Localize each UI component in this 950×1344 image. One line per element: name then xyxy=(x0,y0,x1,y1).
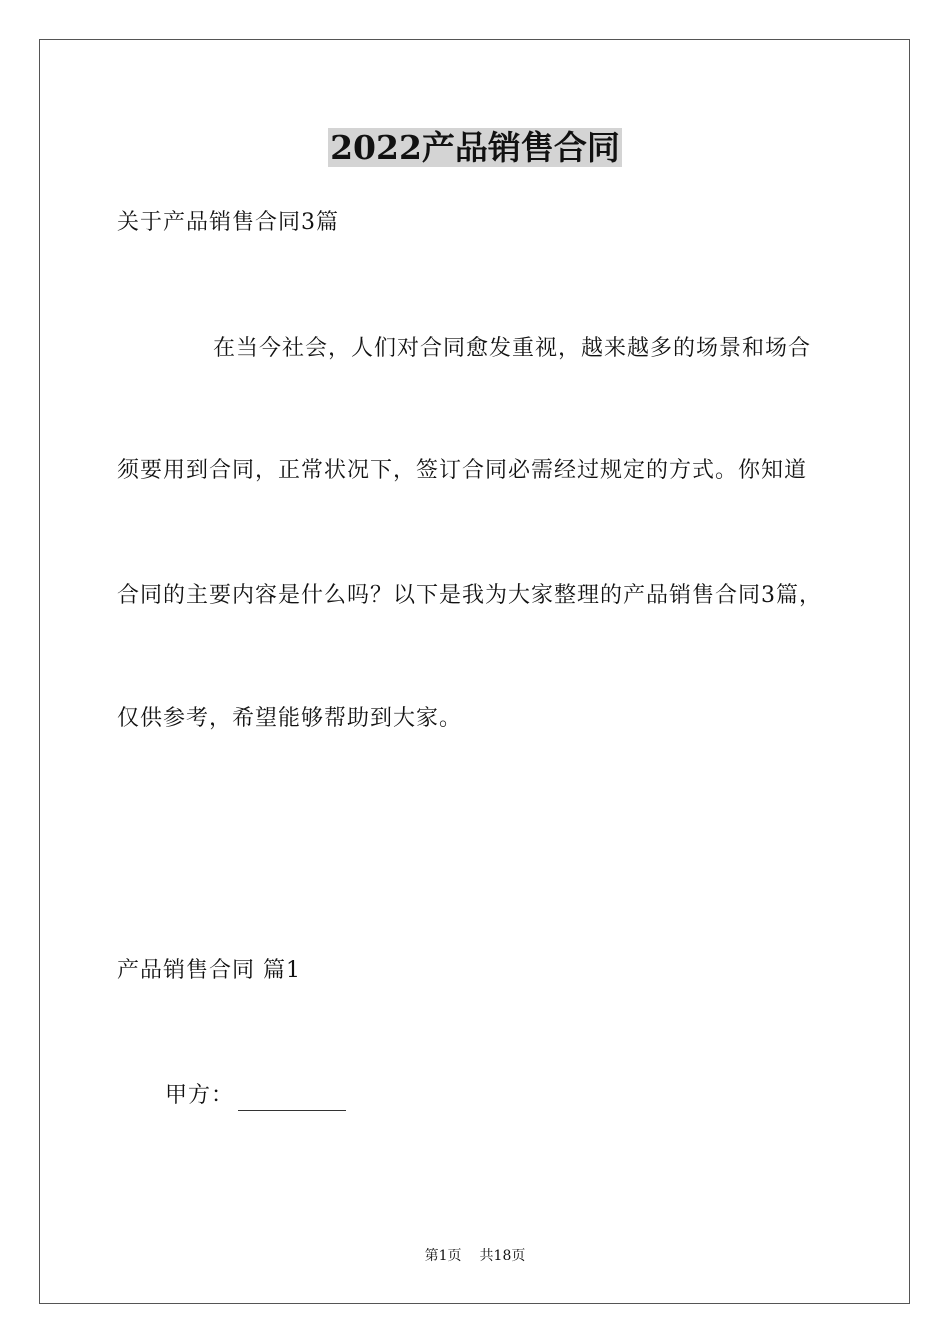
party-a-label: 甲方： xyxy=(165,1083,235,1108)
intro-line-4: 仅供参考，希望能够帮助到大家。 xyxy=(117,706,463,731)
document-title xyxy=(0,126,950,170)
party-a-blank-line xyxy=(238,1088,346,1111)
intro-line-1: 在当今社会，人们对合同愈发重视，越来越多的场景和场合 xyxy=(213,336,812,361)
intro-line-2: 须要用到合同，正常状况下，签订合同必需经过规定的方式。你知道 xyxy=(117,458,808,483)
page-number-current: 第1页 xyxy=(424,1248,462,1264)
document-subtitle: 关于产品销售合同3篇 xyxy=(117,210,339,235)
intro-line-3: 合同的主要内容是什么吗？以下是我为大家整理的产品销售合同3篇， xyxy=(117,583,822,608)
page-number-total: 共18页 xyxy=(479,1248,526,1264)
document-title-text: 2022产品销售合同 xyxy=(330,128,620,167)
page-footer xyxy=(0,1246,950,1266)
section-heading: 产品销售合同 篇1 xyxy=(117,958,301,983)
party-a-row xyxy=(165,1081,346,1111)
